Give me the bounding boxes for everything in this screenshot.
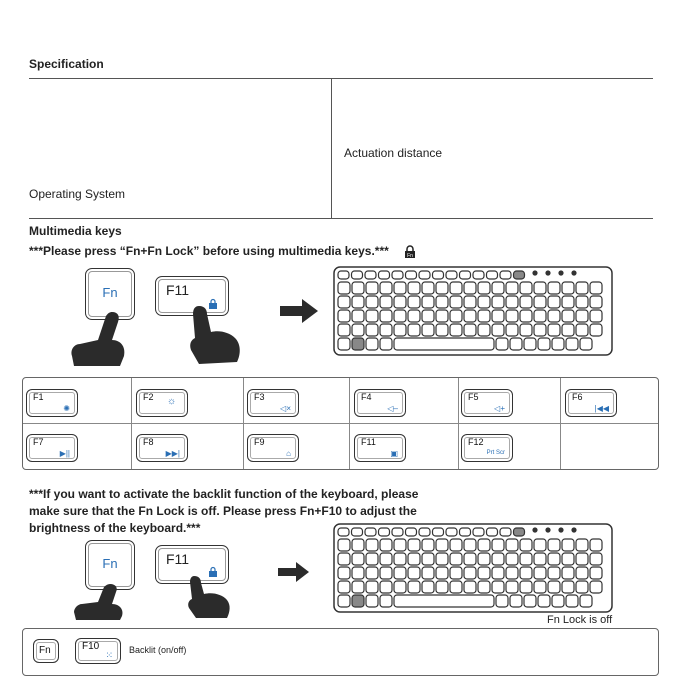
next-track-icon: ▶▶|: [165, 449, 180, 458]
keyboard-key: [473, 528, 484, 536]
keyboard-key: [422, 581, 434, 593]
keyboard-key: [338, 296, 350, 308]
keyboard-key: [380, 338, 392, 350]
keyboard-key: [338, 324, 350, 336]
keyboard-key: [380, 567, 392, 579]
keyboard-key: [422, 282, 434, 294]
backlit-description: Backlit (on/off): [129, 645, 187, 655]
svg-text:Fn: Fn: [407, 253, 413, 259]
keyboard-key: [562, 296, 574, 308]
keyboard-key: [408, 581, 420, 593]
keyboard-key: [520, 324, 532, 336]
keyboard-key: [436, 282, 448, 294]
keyboard-key: [514, 528, 525, 536]
keyboard-key: [500, 528, 511, 536]
backlit-keys-table: [22, 628, 659, 676]
keyboard-key: [478, 282, 490, 294]
keyboard-key: [478, 567, 490, 579]
keyboard-key: [366, 324, 378, 336]
f11-key-small: F11 ▣: [354, 434, 406, 462]
spec-actuation-label: Actuation distance: [344, 146, 443, 160]
f3-key: F3 ◁×: [247, 389, 299, 417]
keyboard-key: [352, 310, 364, 322]
keyboard-key: [506, 324, 518, 336]
keyboard-key: [548, 553, 560, 565]
keyboard-key: [436, 539, 448, 551]
keyboard-key: [506, 553, 518, 565]
keyboard-key: [576, 310, 588, 322]
keyboard-key: [446, 528, 457, 536]
keyboard-key: [464, 282, 476, 294]
spec-top-rule: [29, 78, 653, 79]
keyboard-key: [548, 296, 560, 308]
keyboard-key: [450, 324, 462, 336]
keyboard-key: [338, 528, 349, 536]
keyboard-key: [552, 338, 564, 350]
keyboard-key: [464, 324, 476, 336]
keyboard-key: [534, 553, 546, 565]
keyboard-key: [394, 296, 406, 308]
keyboard-key: [464, 581, 476, 593]
keyboard-key: [365, 271, 376, 279]
keyboard-key: [422, 539, 434, 551]
play-pause-icon: ▶||: [59, 449, 70, 458]
spec-title: Specification: [29, 57, 104, 71]
keyboard-key: [478, 553, 490, 565]
keyboard-key: [506, 310, 518, 322]
keyboard-key: [562, 553, 574, 565]
keyboard-key: [394, 567, 406, 579]
keyboard-key: [406, 271, 417, 279]
keyboard-illustration: [333, 266, 613, 356]
keyboard-key: [450, 581, 462, 593]
hand-icon: [68, 310, 130, 368]
keyboard-key: [422, 553, 434, 565]
keyboard-key: [436, 581, 448, 593]
keyboard-key: [436, 567, 448, 579]
keyboard-key: [478, 310, 490, 322]
keyboard-key: [590, 581, 602, 593]
keyboard-key: [408, 324, 420, 336]
keyboard-key: [394, 338, 494, 350]
keyboard-key: [450, 296, 462, 308]
backlight-icon: ⁙: [105, 650, 113, 660]
keyboard-key: [478, 539, 490, 551]
keyboard-key: [379, 528, 390, 536]
keyboard-key: [464, 567, 476, 579]
keyboard-key: [436, 553, 448, 565]
keyboard-key: [506, 567, 518, 579]
keyboard-key: [433, 271, 444, 279]
f11-key-label: F11: [166, 282, 190, 298]
keyboard-key: [366, 581, 378, 593]
keyboard-key: [510, 338, 522, 350]
keyboard-key: [520, 553, 532, 565]
keyboard-key: [338, 338, 350, 350]
keyboard-key: [460, 271, 471, 279]
keyboard-illustration-2: [333, 523, 613, 613]
keyboard-key: [408, 296, 420, 308]
keyboard-key: [514, 271, 525, 279]
keyboard-key: [352, 581, 364, 593]
mute-icon: ◁×: [280, 404, 291, 413]
f4-key: F4 ◁–: [354, 389, 406, 417]
keyboard-key: [392, 271, 403, 279]
f6-key: F6 |◀◀: [565, 389, 617, 417]
multimedia-title: Multimedia keys: [29, 224, 122, 238]
keyboard-key: [548, 310, 560, 322]
f2-key: F2 ☼: [136, 389, 188, 417]
keyboard-key: [492, 539, 504, 551]
keyboard-key: [534, 310, 546, 322]
keyboard-key: [352, 271, 363, 279]
keyboard-key: [352, 595, 364, 607]
keyboard-key: [590, 324, 602, 336]
keyboard-key: [433, 528, 444, 536]
keyboard-key: [548, 539, 560, 551]
keyboard-key: [352, 567, 364, 579]
keyboard-key: [380, 296, 392, 308]
keyboard-key: [394, 553, 406, 565]
keyboard-key: [338, 282, 350, 294]
keyboard-key: [422, 567, 434, 579]
keyboard-key: [492, 581, 504, 593]
keyboard-key: [492, 324, 504, 336]
keyboard-key: [380, 581, 392, 593]
keyboard-key: [492, 567, 504, 579]
volume-down-icon: ◁–: [387, 404, 398, 413]
spec-os-label: Operating System: [29, 187, 126, 201]
keyboard-key: [506, 539, 518, 551]
fn-lock-status: Fn Lock is off: [547, 614, 613, 626]
keyboard-key: [436, 310, 448, 322]
keyboard-key: [450, 553, 462, 565]
f5-key: F5 ◁+: [461, 389, 513, 417]
keyboard-key: [590, 553, 602, 565]
keyboard-key: [366, 296, 378, 308]
keyboard-key: [380, 324, 392, 336]
print-screen-icon: Prt Scr: [486, 450, 505, 456]
keyboard-key: [478, 324, 490, 336]
keyboard-key: [548, 324, 560, 336]
keyboard-key: [352, 539, 364, 551]
keyboard-key: [436, 296, 448, 308]
keyboard-key: [534, 324, 546, 336]
lock-icon: [404, 245, 416, 259]
keyboard-key: [450, 310, 462, 322]
keyboard-key: [562, 567, 574, 579]
keyboard-key: [338, 553, 350, 565]
keyboard-key: [590, 282, 602, 294]
keyboard-key: [576, 553, 588, 565]
volume-up-icon: ◁+: [494, 404, 505, 413]
keyboard-key: [365, 528, 376, 536]
f8-key: F8 ▶▶|: [136, 434, 188, 462]
multimedia-instruction: ***Please press “Fn+Fn Lock” before using multimedia keys.***: [29, 244, 389, 258]
keyboard-key: [422, 310, 434, 322]
brightness-down-icon: ✺: [63, 404, 70, 413]
keyboard-key: [392, 528, 403, 536]
keyboard-key: [492, 296, 504, 308]
keyboard-key: [496, 595, 508, 607]
keyboard-key: [338, 271, 349, 279]
keyboard-key: [352, 324, 364, 336]
keyboard-key: [487, 528, 498, 536]
keyboard-key: [478, 296, 490, 308]
keyboard-key: [492, 553, 504, 565]
keyboard-key: [352, 553, 364, 565]
keyboard-key: [492, 310, 504, 322]
keyboard-key: [576, 539, 588, 551]
keyboard-key: [562, 282, 574, 294]
lock-icon: ▣: [390, 449, 398, 458]
f1-key: F1 ✺: [26, 389, 78, 417]
keyboard-key: [534, 296, 546, 308]
keyboard-key: [506, 296, 518, 308]
spec-bottom-rule: [29, 218, 653, 219]
f10-key: F10 ⁙: [75, 638, 121, 664]
keyboard-key: [380, 310, 392, 322]
keyboard-key: [500, 271, 511, 279]
keyboard-key: [380, 282, 392, 294]
keyboard-key: [366, 310, 378, 322]
keyboard-key: [352, 296, 364, 308]
keyboard-key: [379, 271, 390, 279]
keyboard-key: [478, 581, 490, 593]
previous-track-icon: |◀◀: [594, 404, 609, 413]
keyboard-key: [464, 296, 476, 308]
arrow-right-icon: [278, 298, 320, 324]
hand-icon: [184, 574, 234, 620]
keyboard-key: [562, 324, 574, 336]
keyboard-key: [394, 282, 406, 294]
keyboard-key: [464, 553, 476, 565]
keyboard-key: [338, 567, 350, 579]
keyboard-key: [590, 539, 602, 551]
f9-key: F9 ⌂: [247, 434, 299, 462]
keyboard-key: [524, 338, 536, 350]
keyboard-key: [394, 539, 406, 551]
keyboard-key: [460, 528, 471, 536]
keyboard-key: [506, 282, 518, 294]
keyboard-key: [576, 324, 588, 336]
keyboard-key: [520, 282, 532, 294]
keyboard-key: [580, 338, 592, 350]
keyboard-key: [566, 595, 578, 607]
keyboard-key: [366, 338, 378, 350]
keyboard-key: [548, 282, 560, 294]
keyboard-key: [380, 553, 392, 565]
keyboard-key: [450, 539, 462, 551]
hand-icon: [70, 582, 128, 622]
keyboard-key: [552, 595, 564, 607]
keyboard-key: [520, 310, 532, 322]
keyboard-key: [464, 310, 476, 322]
keyboard-key: [590, 310, 602, 322]
keyboard-key: [366, 282, 378, 294]
keyboard-key: [576, 581, 588, 593]
keyboard-key: [534, 282, 546, 294]
backlit-instruction: ***If you want to activate the backlit function of the keyboard, please make sure that the Fn Lock is off. Please press Fn+F10 to adjust the brightness of the keyboard.***: [29, 487, 419, 535]
keyboard-key: [576, 282, 588, 294]
keyboard-key: [352, 282, 364, 294]
keyboard-key: [538, 338, 550, 350]
keyboard-key: [534, 567, 546, 579]
keyboard-key: [562, 581, 574, 593]
arrow-right-icon: [276, 561, 310, 583]
keyboard-key: [419, 271, 430, 279]
keyboard-key: [520, 539, 532, 551]
keyboard-key: [394, 595, 494, 607]
fn-key-small: Fn: [33, 639, 59, 663]
keyboard-key: [450, 282, 462, 294]
keyboard-key: [590, 296, 602, 308]
keyboard-key: [487, 271, 498, 279]
keyboard-key: [419, 528, 430, 536]
fn-key-label: Fn: [102, 285, 118, 300]
keyboard-key: [520, 581, 532, 593]
keyboard-key: [338, 310, 350, 322]
hand-icon: [185, 304, 245, 366]
keyboard-key: [562, 310, 574, 322]
fn-key-label: Fn: [102, 556, 118, 571]
keyboard-key: [534, 539, 546, 551]
keyboard-key: [524, 595, 536, 607]
keyboard-key: [572, 528, 576, 532]
f12-key: F12 Prt Scr: [461, 434, 513, 462]
keyboard-key: [534, 581, 546, 593]
keyboard-key: [533, 528, 537, 532]
keyboard-key: [408, 310, 420, 322]
keyboard-key: [408, 539, 420, 551]
keyboard-key: [338, 539, 350, 551]
keyboard-key: [380, 539, 392, 551]
keyboard-key: [496, 338, 508, 350]
keyboard-key: [510, 595, 522, 607]
keyboard-key: [533, 271, 537, 275]
home-icon: ⌂: [286, 449, 291, 458]
multimedia-keys-table: [22, 377, 659, 470]
keyboard-key: [338, 581, 350, 593]
keyboard-key: [559, 271, 563, 275]
keyboard-key: [366, 539, 378, 551]
keyboard-key: [520, 296, 532, 308]
f11-key-label: F11: [166, 551, 190, 567]
keyboard-key: [576, 296, 588, 308]
keyboard-key: [576, 567, 588, 579]
keyboard-key: [520, 567, 532, 579]
keyboard-key: [464, 539, 476, 551]
keyboard-key: [408, 567, 420, 579]
keyboard-key: [394, 324, 406, 336]
keyboard-key: [422, 296, 434, 308]
keyboard-key: [546, 271, 550, 275]
keyboard-key: [590, 567, 602, 579]
keyboard-key: [450, 567, 462, 579]
keyboard-key: [538, 595, 550, 607]
keyboard-key: [406, 528, 417, 536]
keyboard-key: [366, 567, 378, 579]
keyboard-key: [566, 338, 578, 350]
keyboard-key: [506, 581, 518, 593]
keyboard-key: [559, 528, 563, 532]
keyboard-key: [546, 528, 550, 532]
keyboard-key: [366, 553, 378, 565]
f7-key: F7 ▶||: [26, 434, 78, 462]
keyboard-key: [366, 595, 378, 607]
keyboard-key: [338, 595, 350, 607]
keyboard-key: [394, 310, 406, 322]
brightness-up-icon: ☼: [167, 396, 177, 407]
keyboard-key: [572, 271, 576, 275]
keyboard-key: [548, 581, 560, 593]
keyboard-key: [352, 338, 364, 350]
keyboard-key: [436, 324, 448, 336]
keyboard-key: [422, 324, 434, 336]
keyboard-key: [408, 282, 420, 294]
keyboard-key: [548, 567, 560, 579]
keyboard-key: [492, 282, 504, 294]
keyboard-key: [394, 581, 406, 593]
keyboard-key: [380, 595, 392, 607]
keyboard-key: [580, 595, 592, 607]
spec-divider: [331, 78, 332, 218]
keyboard-key: [408, 553, 420, 565]
keyboard-key: [446, 271, 457, 279]
keyboard-key: [352, 528, 363, 536]
keyboard-key: [473, 271, 484, 279]
keyboard-key: [562, 539, 574, 551]
